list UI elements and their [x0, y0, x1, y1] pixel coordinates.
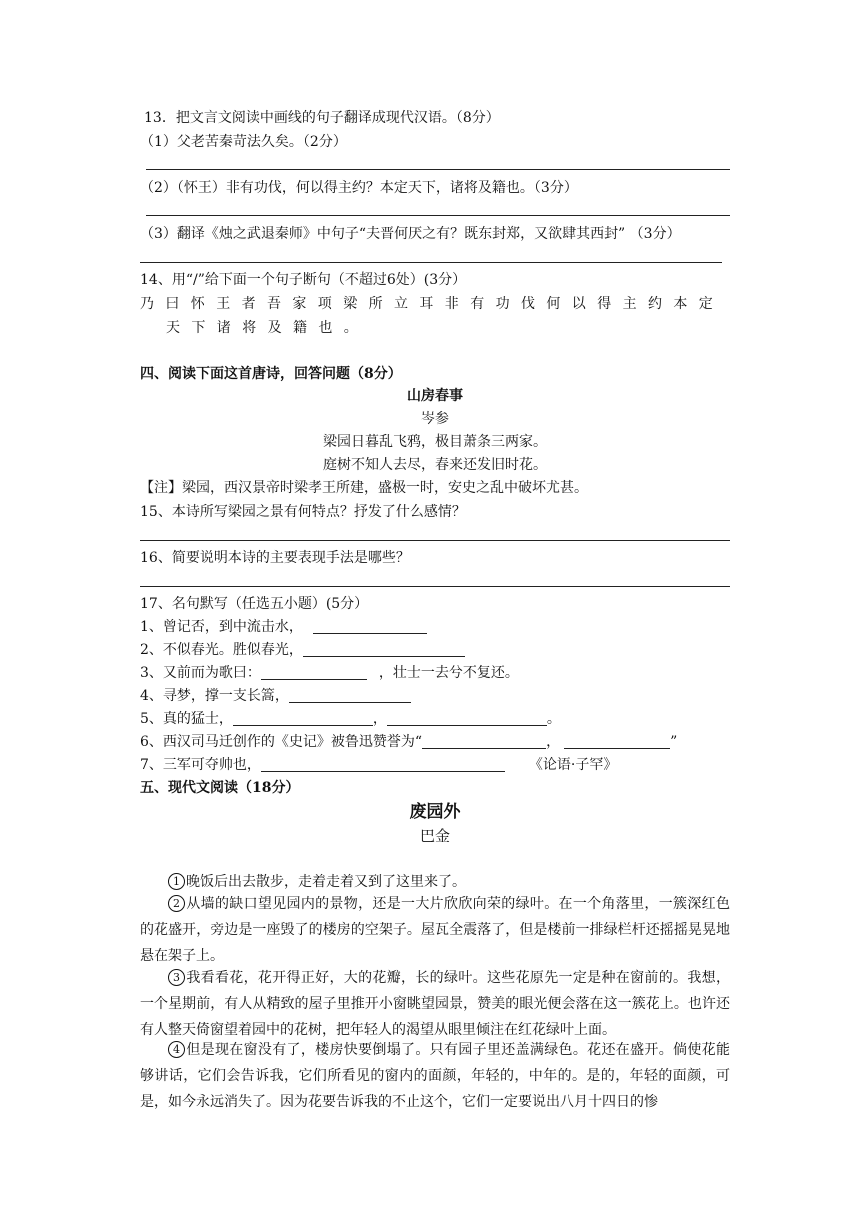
q17-item-4 [140, 686, 411, 706]
article-title: 废园外 [409, 802, 461, 822]
q17-title: 17、名句默写（任选五小题）(5分） [140, 596, 369, 612]
poem-author: 岑参 [421, 411, 449, 427]
q17-item-6-text-b: ， [546, 734, 561, 750]
poem-verse-2: 庭树不知人去尽，春来还发旧时花。 [323, 457, 547, 473]
q17-item-3-text-b: ，壮士一去兮不复还。 [378, 665, 519, 681]
q16-text: 16、简要说明本诗的主要表现手法是哪些？ [140, 550, 410, 566]
q17-item-7 [140, 755, 617, 775]
q13-sentence-2: （2）（怀王）非有功伐，何以得主约？本定天下，诸将及籍也。（3分） [140, 180, 578, 196]
article-paragraph-2 [140, 891, 730, 969]
fill-blank[interactable] [261, 665, 367, 680]
article-author: 巴金 [419, 827, 450, 845]
q17-item-2-text: 2、不似春光。胜似春光， [140, 642, 303, 658]
section-4-header: 四、阅读下面这首唐诗，回答问题（8分） [140, 366, 402, 382]
q13-sentence-3: （3）翻译《烛之武退秦师》中句子“夫晋何厌之有？既东封郑，又欲肆其西封” （3分） [140, 226, 681, 242]
q14-title: 14、用“/”给下面一个句子断句（不超过6处）(3分） [140, 272, 467, 288]
article-paragraph-4 [140, 1037, 730, 1115]
q14-text-line-1: 乃曰怀王者吾家项梁所立耳非有功伐何以得主约本定 [140, 296, 725, 312]
q17-item-1 [140, 617, 427, 637]
q13-sentence-1: （1）父老苦秦苛法久矣。（2分） [140, 134, 347, 150]
fill-blank[interactable] [564, 734, 670, 749]
answer-line [146, 215, 730, 216]
answer-line [140, 262, 722, 263]
poem-title: 山房春事 [407, 388, 463, 404]
q17-item-6-text-a: 6、西汉司马迁创作的《史记》被鲁迅赞誉为“ [140, 734, 423, 750]
q17-item-1-text: 1、曾记否，到中流击水， [140, 619, 303, 635]
q17-item-2 [140, 640, 465, 660]
q17-item-5 [140, 709, 561, 729]
article-paragraph-3 [140, 965, 730, 1043]
q17-item-5-text-a: 5、真的猛士， [140, 711, 233, 727]
fill-blank[interactable] [261, 757, 505, 772]
fill-blank[interactable] [303, 642, 465, 657]
paragraph-text: 但是现在窗没有了，楼房快要倒塌了。只有园子里还盖满绿色。花还在盛开。倘使花能够讲话，它们会告诉我，它们所看见的窗内的面颜，年轻的，中年的。是的，年轻的面颜，可是，如今永远消失了。因为花要告诉我的不止这个，它们一定要说出八月十四日的惨 [140, 1042, 730, 1110]
q17-item-5-text-b: ， [372, 711, 387, 727]
answer-line [140, 540, 730, 541]
q17-item-4-text: 4、寻梦，撑一支长篙， [140, 688, 289, 704]
fill-blank[interactable] [387, 711, 547, 726]
paragraph-text: 我看看花，花开得正好，大的花瓣，长的绿叶。这些花原先一定是种在窗前的。我想，一个星期前，有人从精致的屋子里推开小窗眺望园景，赞美的眼光便会落在这一簇花上。也许还有人整天倚窗望着园中的花树，把年轻人的渴望从眼里倾注在红花绿叶上面。 [140, 970, 730, 1038]
paragraph-number: 3 [168, 969, 185, 986]
fill-blank[interactable] [313, 619, 427, 634]
paragraph-text: 从墙的缺口望见园内的景物，还是一大片欣欣向荣的绿叶。在一个角落里，一簇深红色的花盛开，旁边是一座毁了的楼房的空架子。屋瓦全震落了，但是楼前一排绿栏杆还摇摇晃晃地悬在架子上。 [140, 896, 730, 964]
fill-blank[interactable] [233, 711, 373, 726]
answer-line [146, 169, 730, 170]
q17-item-3 [140, 663, 519, 683]
q17-item-3-text-a: 3、又前而为歌曰： [140, 665, 261, 681]
q13-title: 13．把文言文阅读中画线的句子翻译成现代汉语。（8分） [144, 110, 500, 126]
poem-verse-1: 梁园日暮乱飞鸦，极目萧条三两家。 [323, 434, 547, 450]
fill-blank[interactable] [289, 688, 411, 703]
q15-text: 15、本诗所写梁园之景有何特点？抒发了什么感情？ [140, 504, 466, 520]
q14-text-line-2: 天下诸将及籍也。 [166, 320, 370, 336]
paragraph-number: 2 [168, 895, 185, 912]
q17-item-6 [140, 732, 677, 752]
answer-line [140, 586, 730, 587]
fill-blank[interactable] [422, 734, 546, 749]
paragraph-number: 1 [168, 873, 185, 890]
poem-note: 【注】梁园，西汉景帝时梁孝王所建，盛极一时，安史之乱中破坏尤甚。 [140, 480, 588, 496]
paragraph-number: 4 [168, 1041, 185, 1058]
q17-item-7-text-a: 7、三军可夺帅也， [140, 757, 261, 773]
section-5-header: 五、现代文阅读（18分） [140, 780, 300, 796]
q17-item-6-text-c: ” [670, 734, 678, 750]
q17-item-7-source: 《论语·子罕》 [528, 757, 618, 773]
paragraph-text: 晚饭后出去散步，走着走着又到了这里来了。 [186, 874, 466, 890]
q17-item-5-text-c: 。 [546, 711, 561, 727]
